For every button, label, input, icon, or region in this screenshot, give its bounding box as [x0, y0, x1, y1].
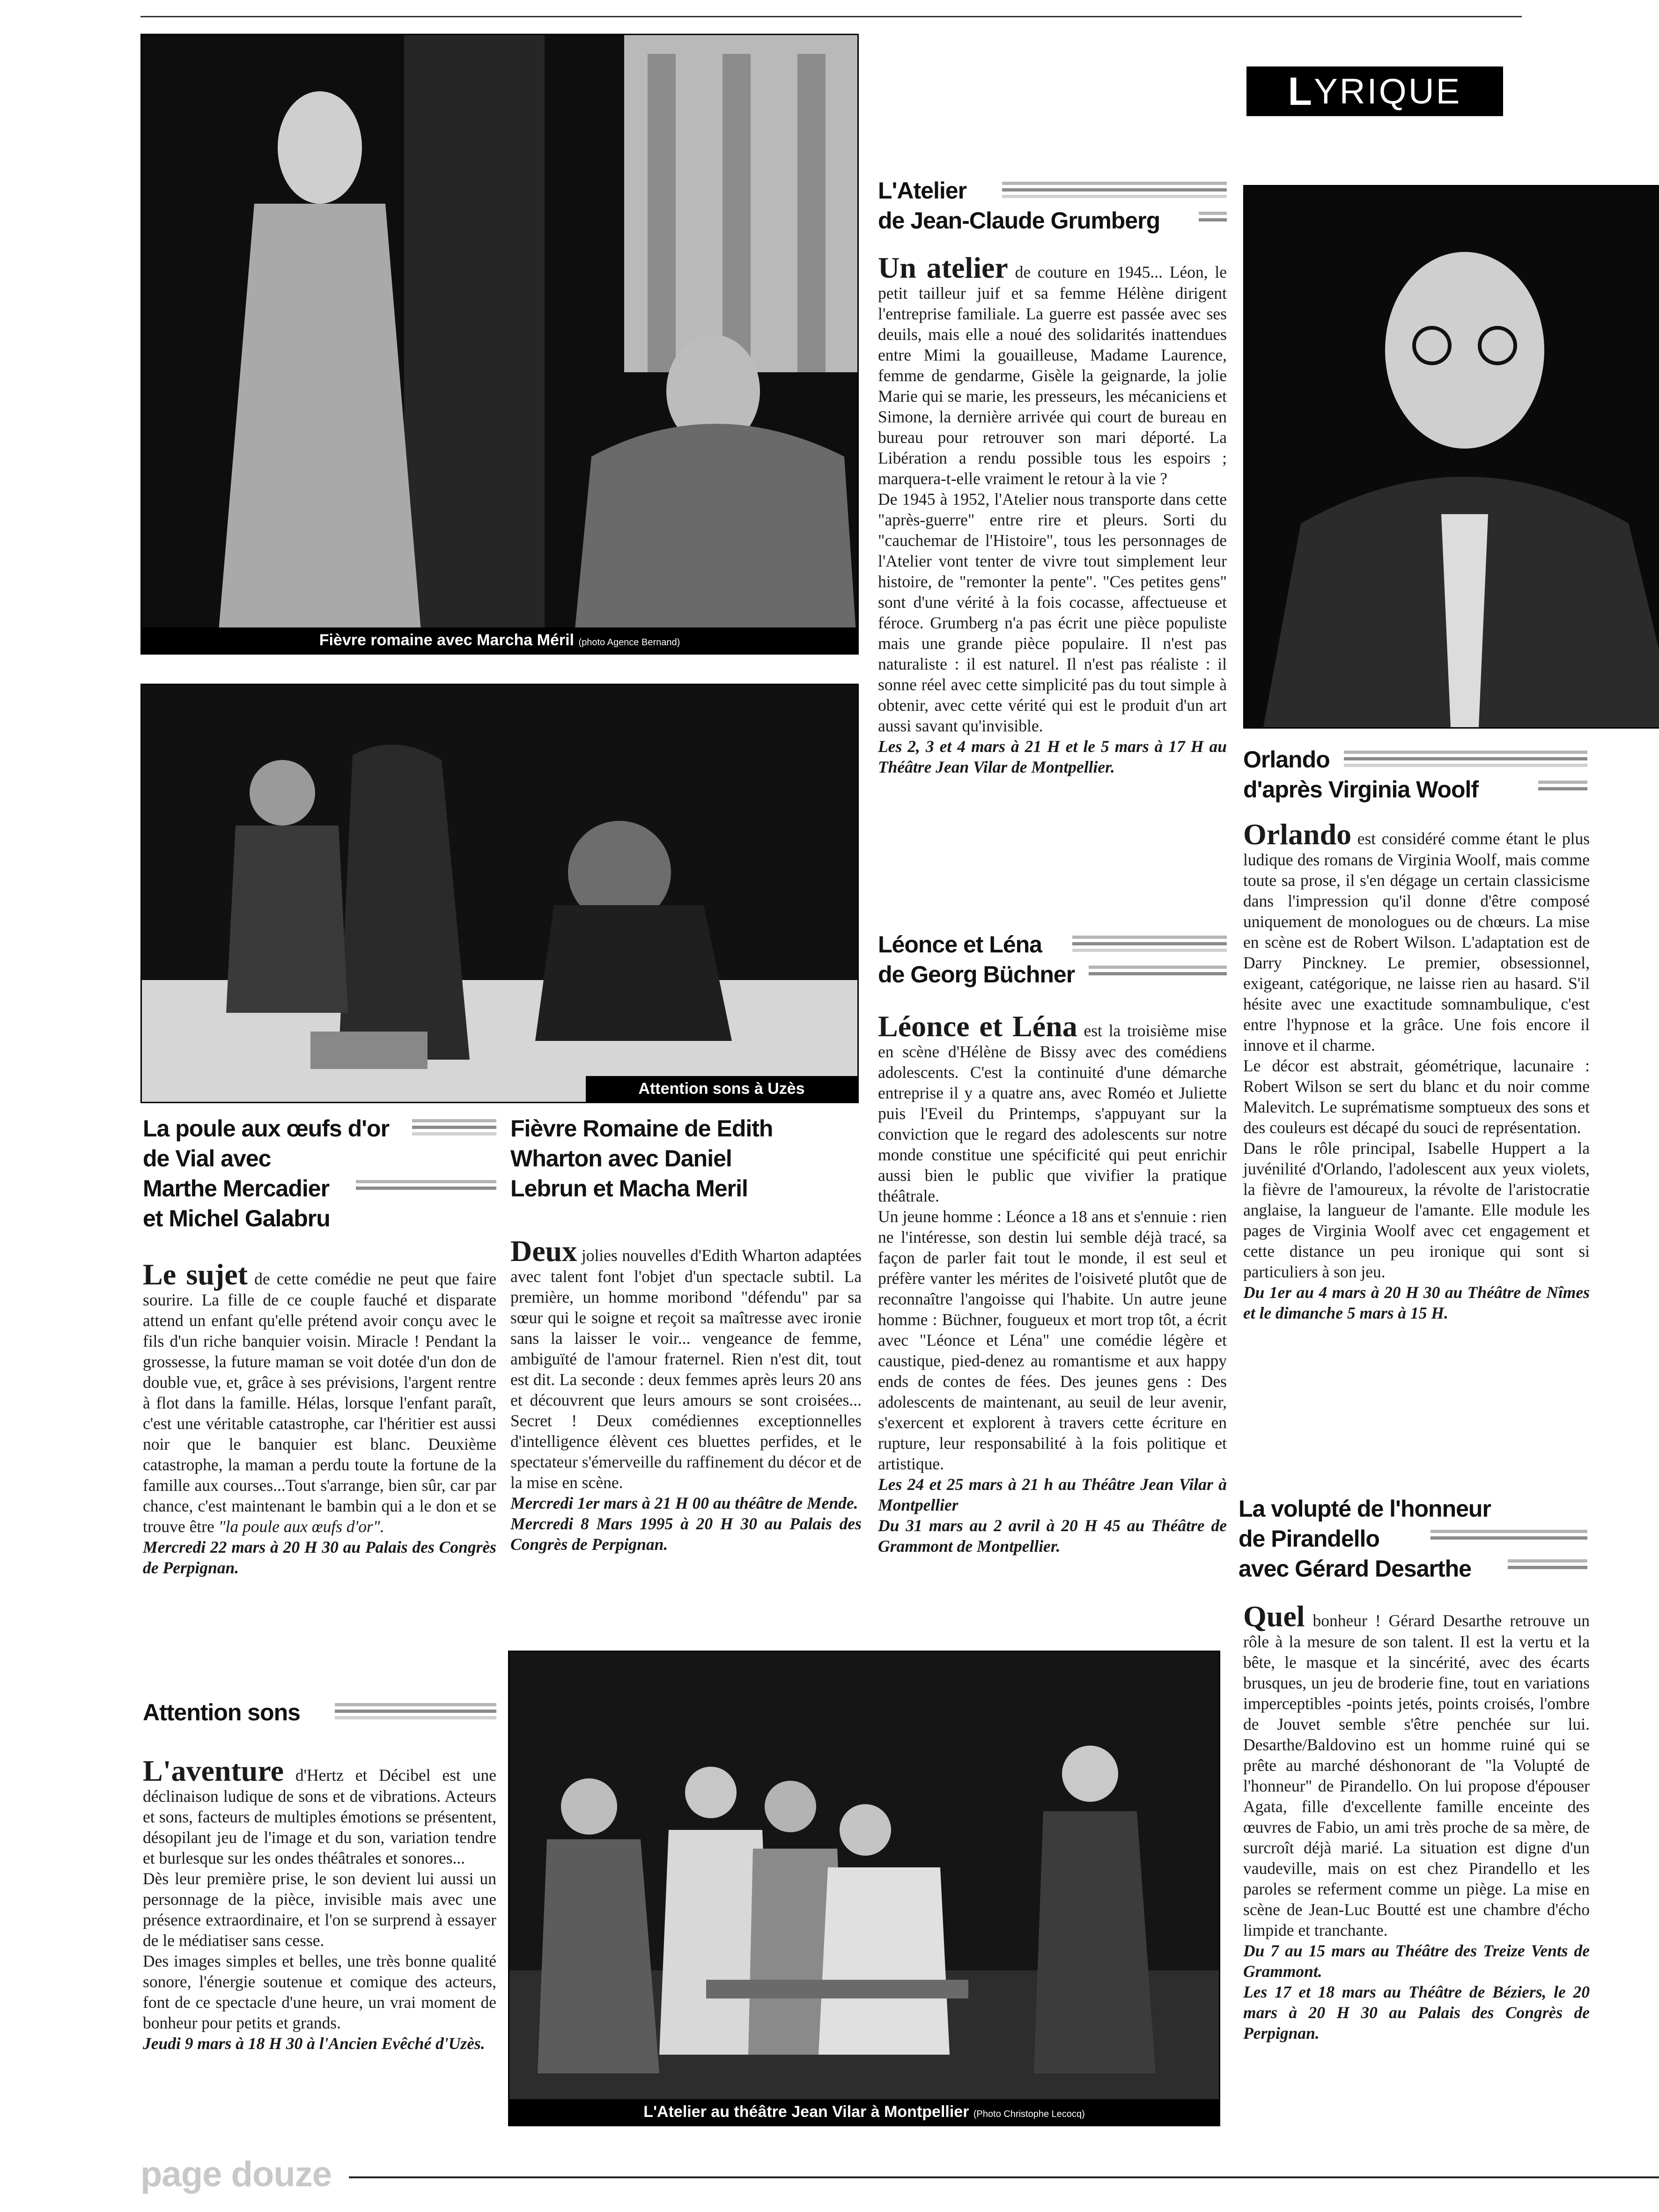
orlando-lead: Orlando	[1243, 818, 1352, 851]
atelier-title-bars	[1002, 182, 1227, 201]
poule-date: Mercredi 22 mars à 20 H 30 au Palais des Congrès de Perpignan.	[143, 1538, 496, 1577]
photo-atelier-caption-text: L'Atelier au théâtre Jean Vilar à Montpellier	[643, 2103, 969, 2121]
photo-atelier-credit: (Photo Christophe Lecocq)	[973, 2109, 1085, 2119]
photo-fievre-art	[142, 35, 857, 653]
sons-body	[143, 1756, 496, 2054]
poule-title-line: Marthe Mercadier	[143, 1175, 330, 1202]
leonce-lead: Léonce et Léna	[878, 1010, 1077, 1043]
photo-uzes-caption-text: Attention sons à Uzès	[638, 1080, 805, 1098]
sons-p3: Des images simples et belles, une très bonne qualité sonore, l'énergie soutenue et comique des acteurs, font de ce spectacle d'une heure, un vrai moment de bonheur pour petits et grands.	[143, 1952, 496, 2032]
volupte-title-line: avec Gérard Desarthe	[1239, 1556, 1471, 1582]
volupte-lead: Quel	[1243, 1600, 1305, 1633]
volupte-date-1: Du 7 au 15 mars au Théâtre des Treize Vents de Grammont.	[1243, 1941, 1590, 1981]
fievre-body	[510, 1236, 862, 1555]
sons-p2: Dès leur première prise, le son devient lui aussi un personnage de la pièce, invisible mais avec une présence extraordinaire, et l'on se surprend à essayer de le médiatiser sans cesse.	[143, 1869, 496, 1950]
sons-title-bars	[335, 1703, 496, 1723]
fievre-text: jolies nouvelles d'Edith Wharton adaptées avec talent font l'objet d'un spectacle subtil. La première, un homme moribond "défendu" par sa sœur qui le soigne et reçoit sa maîtresse avec ironie sans la laisser le voir... vengeance de femme, ambiguïté de l'amour fraternel. Rien n'est dit, tout est dit. La seconde : deux femmes après leurs 20 ans et découvrent que leurs amours se sont croisées... Secret ! Deux comédiennes exceptionnelles d'intelligence élèvent ces bluettes perfides, et le spectateur s'émerveille du raffinement du décor et de la mise en scène.	[510, 1246, 862, 1492]
leonce-body	[878, 1011, 1227, 1556]
leonce-p2: Un jeune homme : Léonce a 18 ans et s'ennuie : rien ne l'intéresse, son destin lui semble déjà tracé, sa façon de parler fait tout le monde, il est seul et préfère vanter les mérites de l'oisiveté plutôt que de reconnaître l'angoisse qui l'habite. Un autre jeune homme : Büchner, fougueux et mort trop tôt, a écrit avec "Léonce et Léna" une comédie légère et caustique, pied-denez au romantisme et aux happy ends de contes de fées. Des jeunes gens : Des adolescents de maintenant, au seuil de leur avenir, s'exercent et explorent à travers cette écriture en rupture, leur responsabilité à la fois politique et artistique.	[878, 1207, 1227, 1473]
sons-title-line: Attention sons	[143, 1699, 300, 1725]
orlando-body	[1243, 819, 1590, 1323]
leonce-title-line: de Georg Büchner	[878, 961, 1075, 988]
atelier-title-bars-2	[1199, 212, 1227, 225]
volupte-body	[1243, 1601, 1590, 2043]
leonce-date-1: Les 24 et 25 mars à 21 h au Théâtre Jean Vilar à Montpellier	[878, 1475, 1227, 1514]
photo-atelier-caption	[509, 2099, 1219, 2125]
poule-title-bars	[412, 1119, 496, 1139]
poule-text: de cette comédie ne peut que faire sourire. La fille de ce couple fauché et disparate attend un enfant qu'elle prétend avoir conçu avec le fils d'un riche banquier voisin. Miracle ! Pendant la grossesse, la future maman se voit dotée d'un don de double vue, et, grâce à ses prévisions, l'argent rentre à flot dans la famille. Hélas, lorsque l'enfant paraît, c'est une véritable catastrophe, car l'héritier est aussi noir que le banquier est blanc. Deuxième catastrophe, la maman a perdu toute la fortune de la famille aux courses...Tout s'arrange, bien sûr, car par chance, c'est maintenant le bambin qui a le don et se trouve être	[143, 1269, 497, 1536]
photo-fievre-romaine	[140, 34, 859, 655]
volupte-date-2: Les 17 et 18 mars au Théâtre de Béziers, le 20 mars à 20 H 30 au Palais des Congrès de Perpignan.	[1243, 1983, 1590, 2042]
photo-fievre-credit: (photo Agence Bernand)	[578, 637, 680, 648]
atelier-date: Les 2, 3 et 4 mars à 21 H et le 5 mars à 17 H au Théâtre Jean Vilar de Montpellier.	[878, 737, 1227, 776]
poule-title-line: et Michel Galabru	[143, 1205, 330, 1231]
atelier-p2: De 1945 à 1952, l'Atelier nous transporte dans cette "après-guerre" entre rire et pleurs. Sorti du "cauchemar de l'Histoire", tous les personnages de l'Atelier vont tenter de vivre tout simplement leur histoire, de "remonter la pente". "Ces petites gens" sont d'une vérité à la fois cocasse, affectueuse et féroce. Grumberg n'a pas écrit une pièce populiste mais une grande pièce populaire. Il n'est pas naturaliste : il est naturel. Il n'est pas réaliste : il sonne réel avec cette simplicité pas du tout simple à obtenir, avec cette vérité qui est le produit d'un art aussi savant qu'invisible.	[878, 490, 1227, 735]
poule-title-line: La poule aux œufs d'or	[143, 1115, 390, 1142]
poule-quote: "la poule aux œufs d'or".	[218, 1517, 384, 1536]
photo-orlando-art	[1245, 186, 1659, 727]
section-tag-initial: L	[1288, 69, 1314, 113]
volupte-title-bars	[1430, 1530, 1587, 1543]
fievre-date-1: Mercredi 1er mars à 21 H 00 au théâtre de Mende.	[510, 1494, 858, 1512]
fievre-title-line: Lebrun et Macha Meril	[510, 1175, 748, 1202]
volupte-title-line: La volupté de l'honneur	[1239, 1496, 1491, 1522]
orlando-title-line: Orlando	[1243, 746, 1330, 773]
poule-lead: Le sujet	[143, 1258, 248, 1291]
section-tag-rest: YRIQUE	[1313, 71, 1462, 111]
top-rule	[140, 16, 1522, 17]
orlando-date: Du 1er au 4 mars à 20 H 30 au Théâtre de Nîmes et le dimanche 5 mars à 15 H.	[1243, 1283, 1590, 1322]
atelier-title-line: de Jean-Claude Grumberg	[878, 207, 1160, 234]
leonce-title-bars	[1072, 936, 1227, 955]
orlando-title-line: d'après Virginia Woolf	[1243, 776, 1479, 803]
sons-lead: L'aventure	[143, 1754, 284, 1787]
fievre-lead: Deux	[510, 1234, 577, 1268]
photo-orlando	[1243, 185, 1659, 729]
footer-rule	[349, 2176, 1659, 2178]
leonce-title-bars-2	[1089, 966, 1227, 979]
photo-atelier	[508, 1651, 1220, 2126]
photo-attention-sons	[140, 684, 859, 1103]
section-tag	[1246, 66, 1503, 116]
photo-atelier-art	[509, 1652, 1219, 2125]
orlando-title-bars-2	[1538, 781, 1587, 794]
photo-uzes-art	[142, 685, 857, 1102]
leonce-p1: est la troisième mise en scène d'Hélène de Bissy avec des comédiens adolescents. C'est la continuité d'une démarche entreprise il y a quatre ans, avec Roméo et Juliette puis l'Eveil du Printemps, s'appuyant sur la conviction que le regard des adolescents sur notre monde constitue une spécificité qui peut enrichir aussi bien le public que vivifier la pratique théâtrale.	[878, 1021, 1227, 1205]
fievre-date-2: Mercredi 8 Mars 1995 à 20 H 30 au Palais des Congrès de Perpignan.	[510, 1514, 862, 1554]
leonce-title-line: Léonce et Léna	[878, 931, 1042, 958]
atelier-body	[878, 253, 1227, 777]
atelier-p1: de couture en 1945... Léon, le petit tailleur juif et sa femme Hélène dirigent l'entreprise familiale. La guerre est passée avec ses deuils, mais elle a noué des solidarités inattendues entre Mimi la gouailleuse, Madame Laurence, femme de gendarme, Gisèle la geignarde, la jolie Marie qui se marie, les presseurs, les mécaniciens et Simone, la dernière arrivée qui court de bureau en bureau pour retrouver son mari déporté. La Libération a rendu possible tous les espoirs ; marquera-t-elle vraiment le retour à la vie ?	[878, 263, 1227, 488]
fievre-title	[510, 1113, 866, 1203]
leonce-date-2: Du 31 mars au 2 avril à 20 H 45 au Théâtre de Grammont de Montpellier.	[878, 1516, 1227, 1556]
poule-title-line: de Vial avec	[143, 1145, 271, 1172]
page-label: page douze	[140, 2154, 332, 2194]
orlando-p1: est considéré comme étant le plus ludique des romans de Virginia Woolf, mais comme toute sa prose, il s'en dégage un certain classicisme dans l'impression qu'il donne d'être composé uniquement de monologues ou de chœurs. La mise en scène est de Robert Wilson. L'adaptation est de Darry Pinckney. Le premier, obsessionnel, exigeant, catégorique, ne laisse rien au hasard. S'il hésite avec une exactitude somnambulique, c'est entre l'hypnose et la grâce. Une fois encore il innove et il charme.	[1243, 829, 1590, 1054]
volupte-title-line: de Pirandello	[1239, 1526, 1379, 1552]
fievre-title-line: Fièvre Romaine de Edith	[510, 1115, 773, 1142]
photo-uzes-caption	[586, 1076, 857, 1102]
volupte-title-bars-2	[1508, 1559, 1587, 1572]
sons-p1: d'Hertz et Décibel est une déclinaison ludique de sons et de vibrations. Acteurs et sons, facteurs de multiples émotions se présentent, désopilant jeu de l'image et du son, variation tendre et burlesque sur les ondes théâtrales et sonores...	[143, 1766, 496, 1867]
fievre-title-line: Wharton avec Daniel	[510, 1145, 732, 1172]
photo-fievre-caption-text: Fièvre romaine avec Marcha Méril	[319, 631, 574, 649]
sons-date: Jeudi 9 mars à 18 H 30 à l'Ancien Evêché d'Uzès.	[143, 2034, 485, 2053]
orlando-p2: Le décor est abstrait, géométrique, lacunaire : Robert Wilson se sert du blanc et du noir comme Malevitch. Le suprématisme somptueux des sons et des couleurs est décapé du souci de représentation.	[1243, 1056, 1590, 1137]
poule-title-bars-2	[356, 1180, 496, 1193]
atelier-lead: Un atelier	[878, 251, 1008, 284]
orlando-p3: Dans le rôle principal, Isabelle Huppert a la juvénilité d'Orlando, l'adolescent aux yeux violets, la fièvre de l'amoureux, la révolte de l'aristocratie anglaise, la langueur de l'amante. Elle module les pages de Virginia Woolf avec cet engagement et cette distance un peu ironique qui sont si particuliers à son jeu.	[1243, 1139, 1590, 1281]
poule-body	[143, 1260, 496, 1578]
orlando-title-bars	[1344, 751, 1587, 770]
photo-fievre-caption	[142, 627, 857, 653]
volupte-p1: bonheur ! Gérard Desarthe retrouve un rôle à la mesure de son talent. Il est la vertu et la bête, le masque et la sincérité, avec des écarts brusques, un jeu de broderie fine, tout en variations imperceptibles -points jetés, points croisés, l'ombre de Jouvet semble s'être penchée sur lui. Desarthe/Baldovino est un homme ruiné qui se prête au marché déshonorant de "la Volupté de l'honneur" de Pirandello. On lui propose d'épouser Agata, fille d'excellente famille enceinte des œuvres de Fabio, un ami très proche de sa mère, de surcroît déjà marié. La situation est digne d'un vaudeville, mais on est chez Pirandello et les paroles se referment comme un piège. La mise en scène de Jean-Luc Boutté est une chambre d'écho limpide et tranchante.	[1243, 1611, 1590, 1939]
atelier-title-line: L'Atelier	[878, 177, 967, 204]
